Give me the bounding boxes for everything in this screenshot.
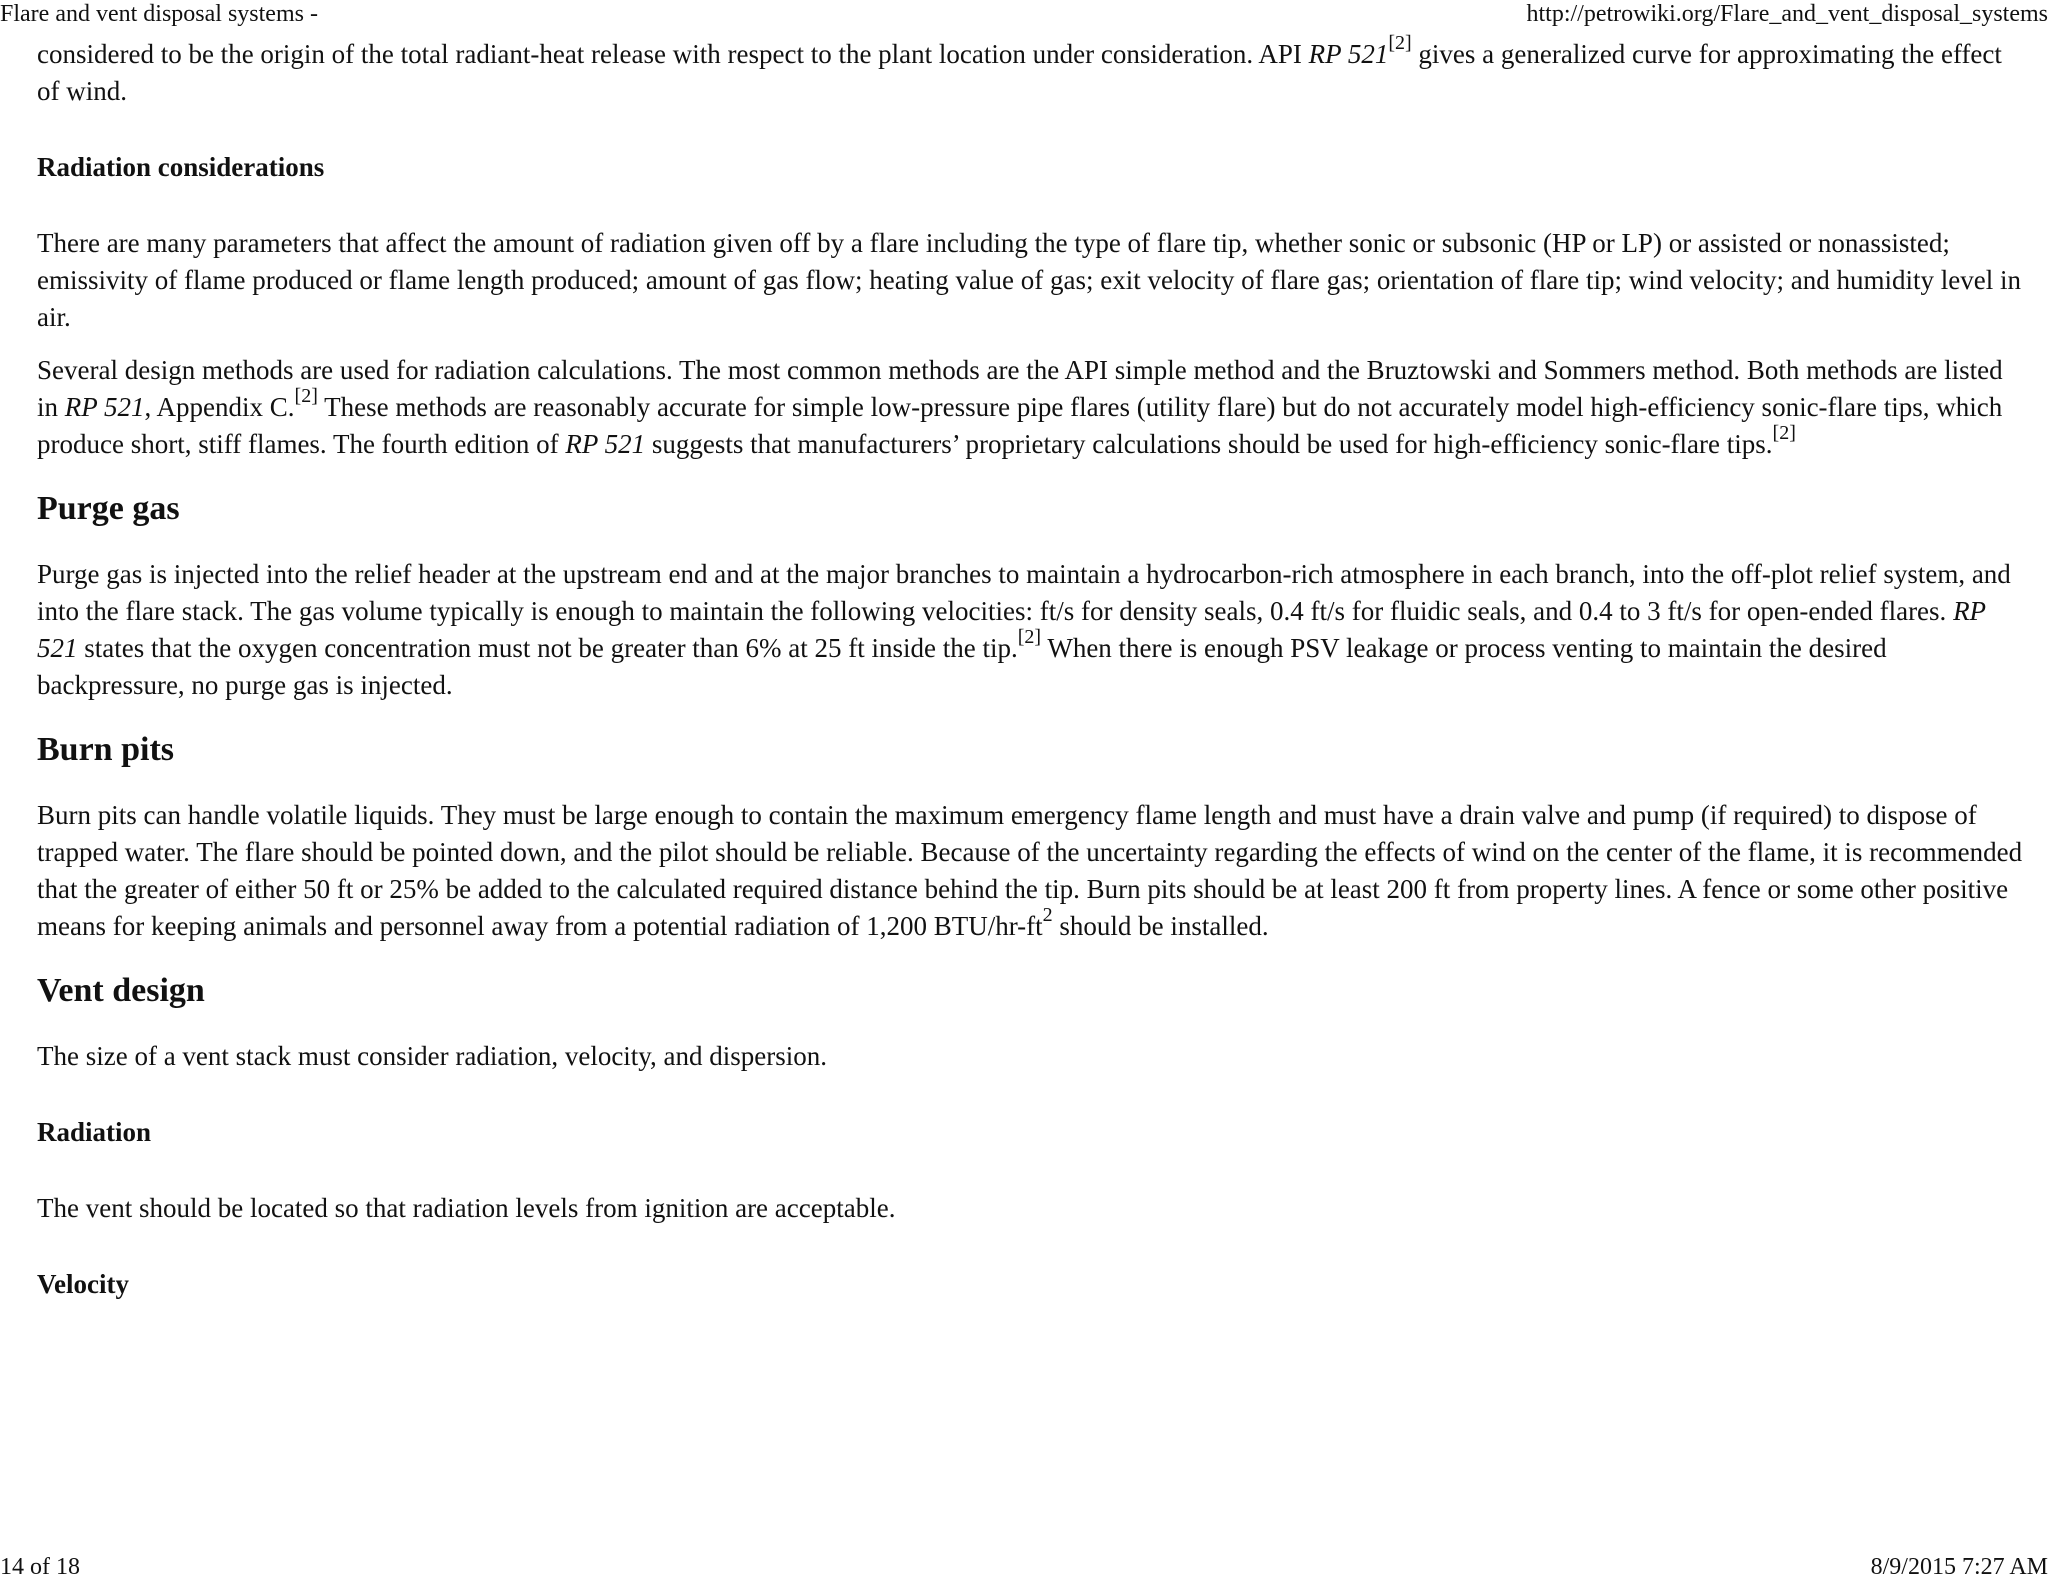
citation-link[interactable]: [2] (1772, 422, 1796, 444)
text: suggests that manufacturers’ proprietary calculations should be used for high-efficiency sonic-flare tips. (645, 429, 1773, 459)
text: These methods are reasonably accurate for simple low-pressure pipe flares (utility flare) but do not accurately model high-efficiency sonic-flare tips, which produce short, stiff flames. The fourth edition of (37, 392, 2003, 459)
rp521-ref: RP 521 (64, 392, 145, 422)
intro-text: considered to be the origin of the total radiant-heat release with respect to the plant location under consideration. API (37, 39, 1309, 69)
burn-pits-paragraph (37, 797, 2027, 945)
citation-link[interactable]: [2] (294, 385, 318, 407)
header-url[interactable]: http://petrowiki.org/Flare_and_vent_disposal_systems (1526, 1, 2048, 27)
subheading-velocity: Velocity (37, 1269, 129, 1299)
article-body (37, 32, 2027, 1303)
text: , Appendix C. (144, 392, 295, 422)
intro-paragraph (37, 32, 2027, 110)
header-title: Flare and vent disposal systems - (0, 1, 318, 27)
page-number: 14 of 18 (0, 1554, 80, 1580)
citation-link[interactable]: [2] (1388, 32, 1412, 54)
text: Several design methods are used for radiation calculations. The most common methods are the API simple method and the Bruztowski and Sommers method. Both methods are listed in (37, 355, 2003, 422)
citation-link[interactable]: [2] (1017, 626, 1042, 648)
radiation-paragraph: The vent should be located so that radiation levels from ignition are acceptable. (37, 1193, 896, 1223)
text: Burn pits can handle volatile liquids. They must be large enough to contain the maximum emergency flame length and must have a drain valve and pump (if required) to dispose of trapped water. The flare should be pointed down, and the pilot should be reliable. Because of the uncertainty regarding the effects of wind on the center of the flame, it is recommended that the greater of either 50 ft or 25% be added to the calculated required distance behind the tip. Burn pits should be at least 200 ft from property lines. A fence or some other positive means for keeping animals and personnel away from a potential radiation of 1,200 BTU/hr-ft (37, 800, 2023, 941)
purge-gas-paragraph (37, 556, 2027, 704)
rp521-ref: RP 521 (1308, 39, 1389, 69)
radiation-paragraph-1: There are many parameters that affect the amount of radiation given off by a flare including the type of flare tip, whether sonic or subsonic (HP or LP) or assisted or nonassisted; emissivity of flame produced or flame length produced; amount of gas flow; heating value of gas; exit velocity of flare gas; orientation of flare tip; wind velocity; and humidity level in air. (37, 228, 2021, 332)
subheading-radiation: Radiation (37, 1117, 152, 1147)
superscript: 2 (1042, 904, 1053, 926)
text: states that the oxygen concentration must not be greater than 6% at 25 ft inside the tip. (77, 633, 1018, 663)
print-header (0, 0, 2048, 28)
vent-design-paragraph: The size of a vent stack must consider radiation, velocity, and dispersion. (37, 1041, 828, 1071)
text: When there is enough PSV leakage or process venting to maintain the desired backpressure, no purge gas is injected. (37, 633, 1887, 700)
heading-purge-gas: Purge gas (37, 490, 180, 527)
intro-text-end: gives a generalized curve for approximating the effect of wind. (37, 39, 2002, 106)
heading-burn-pits: Burn pits (37, 731, 174, 768)
heading-vent-design: Vent design (37, 972, 205, 1009)
rp521-ref: RP 521 (37, 596, 1986, 663)
text: Purge gas is injected into the relief header at the upstream end and at the major branches to maintain a hydrocarbon-rich atmosphere in each branch, into the off-plot relief system, and into the flare stack. The gas volume typically is enough to maintain the following velocities: ft/s for density seals, 0.4 ft/s for fluidic seals, and 0.4 to 3 ft/s for open-ended flares. (37, 559, 2011, 626)
subheading-radiation-considerations: Radiation considerations (37, 152, 325, 182)
rp521-ref: RP 521 (565, 429, 646, 459)
text: should be installed. (1052, 911, 1269, 941)
print-footer (0, 1553, 2048, 1581)
radiation-paragraph-2 (37, 352, 2027, 463)
print-datetime: 8/9/2015 7:27 AM (1870, 1554, 2048, 1580)
